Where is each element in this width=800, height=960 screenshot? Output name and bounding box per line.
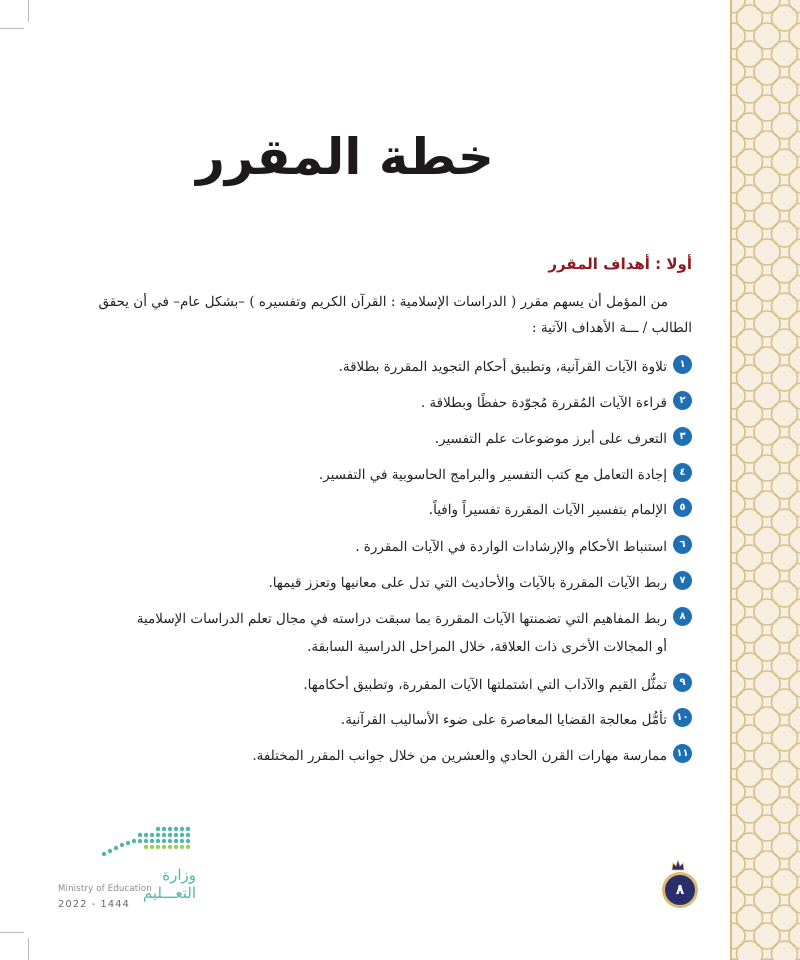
goal-item bbox=[87, 461, 692, 489]
crop-mark bbox=[28, 0, 29, 22]
goal-number-badge: ٦ bbox=[673, 535, 692, 554]
goal-text: إجادة التعامل مع كتب التفسير والبرامج الحاسوبية في التفسير. bbox=[318, 467, 667, 483]
goal-item bbox=[87, 569, 692, 597]
goal-text: ربط الآيات المقررة بالآيات والأحاديث التي تدل على معانيها وتعزز قيمها. bbox=[268, 575, 667, 591]
crown-ornament-icon bbox=[671, 858, 685, 872]
goal-text: ممارسة مهارات القرن الحادي والعشرين من خلال جوانب المقرر المختلفة. bbox=[252, 748, 667, 764]
crop-mark bbox=[28, 938, 29, 960]
goal-text: الإلمام بتفسير الآيات المقررة تفسيراً وافياً. bbox=[428, 502, 667, 518]
goal-item bbox=[87, 605, 692, 661]
page-title: خطة المقرر bbox=[196, 128, 494, 186]
crop-mark bbox=[0, 932, 24, 933]
intro-line-2: الطالب / ـــة الأهداف الآتية : bbox=[532, 320, 692, 336]
goal-item bbox=[87, 353, 692, 381]
goal-number-badge: ٢ bbox=[673, 391, 692, 410]
goal-number-badge: ٧ bbox=[673, 571, 692, 590]
goal-item bbox=[87, 742, 692, 770]
goal-text-line-2: أو المجالات الأخرى ذات العلاقة، خلال المراحل الدراسية السابقة. bbox=[307, 639, 667, 655]
edition-year: 2022 - 1444 bbox=[58, 899, 130, 910]
goal-item bbox=[87, 671, 692, 699]
ministry-name-arabic: وزارة التعـــليم bbox=[142, 866, 196, 902]
goal-text: التعرف على أبرز موضوعات علم التفسير. bbox=[434, 431, 667, 447]
section-heading: أولا : أهداف المقرر bbox=[548, 255, 692, 273]
goal-number-badge: ٥ bbox=[673, 498, 692, 517]
goal-number-badge: ٩ bbox=[673, 673, 692, 692]
goal-number-badge: ١ bbox=[673, 355, 692, 374]
ministry-name-english: Ministry of Education bbox=[58, 884, 152, 894]
goal-item bbox=[87, 706, 692, 734]
goal-text: تأمُّل معالجة القضايا المعاصرة على ضوء الأساليب القرآنية. bbox=[340, 712, 667, 728]
ministry-logo bbox=[56, 826, 196, 916]
goal-text: استنباط الأحكام والإرشادات الواردة في الآيات المقررة . bbox=[355, 539, 667, 555]
goal-text: قراءة الآيات المُقررة مُجوّدة حفظًا وبطلاقة . bbox=[420, 395, 667, 411]
goal-item bbox=[87, 533, 692, 561]
intro-paragraph bbox=[92, 289, 692, 341]
ornamental-border bbox=[730, 0, 800, 960]
page-number-badge bbox=[652, 858, 706, 920]
ministry-logo-dots-icon bbox=[100, 826, 192, 860]
intro-line-1: من المؤمل أن يسهم مقرر ( الدراسات الإسلامية : القرآن الكريم وتفسيره ) –بشكل عام– في أن يحقق bbox=[98, 294, 668, 310]
goal-number-badge: ٤ bbox=[673, 463, 692, 482]
goal-text: تمثُّل القيم والآداب التي اشتملتها الآيات المقررة، وتطبيق أحكامها. bbox=[303, 677, 667, 693]
goal-item bbox=[87, 496, 692, 524]
page-number: ٨ bbox=[662, 872, 698, 908]
goal-number-badge: ١٠ bbox=[673, 708, 692, 727]
goal-item bbox=[87, 425, 692, 453]
goal-item bbox=[87, 389, 692, 417]
goal-number-badge: ٨ bbox=[673, 607, 692, 626]
goal-text-line-1: ربط المفاهيم التي تضمنتها الآيات المقررة بما سبقت دراسته في مجال تعلم الدراسات الإسلامية bbox=[136, 611, 667, 627]
goal-number-badge: ٣ bbox=[673, 427, 692, 446]
goal-text bbox=[137, 605, 667, 661]
goal-text: تلاوة الآيات القرآنية، وتطبيق أحكام التجويد المقررة بطلاقة. bbox=[338, 359, 667, 375]
goal-number-badge: ١١ bbox=[673, 744, 692, 763]
crop-mark bbox=[0, 28, 24, 29]
